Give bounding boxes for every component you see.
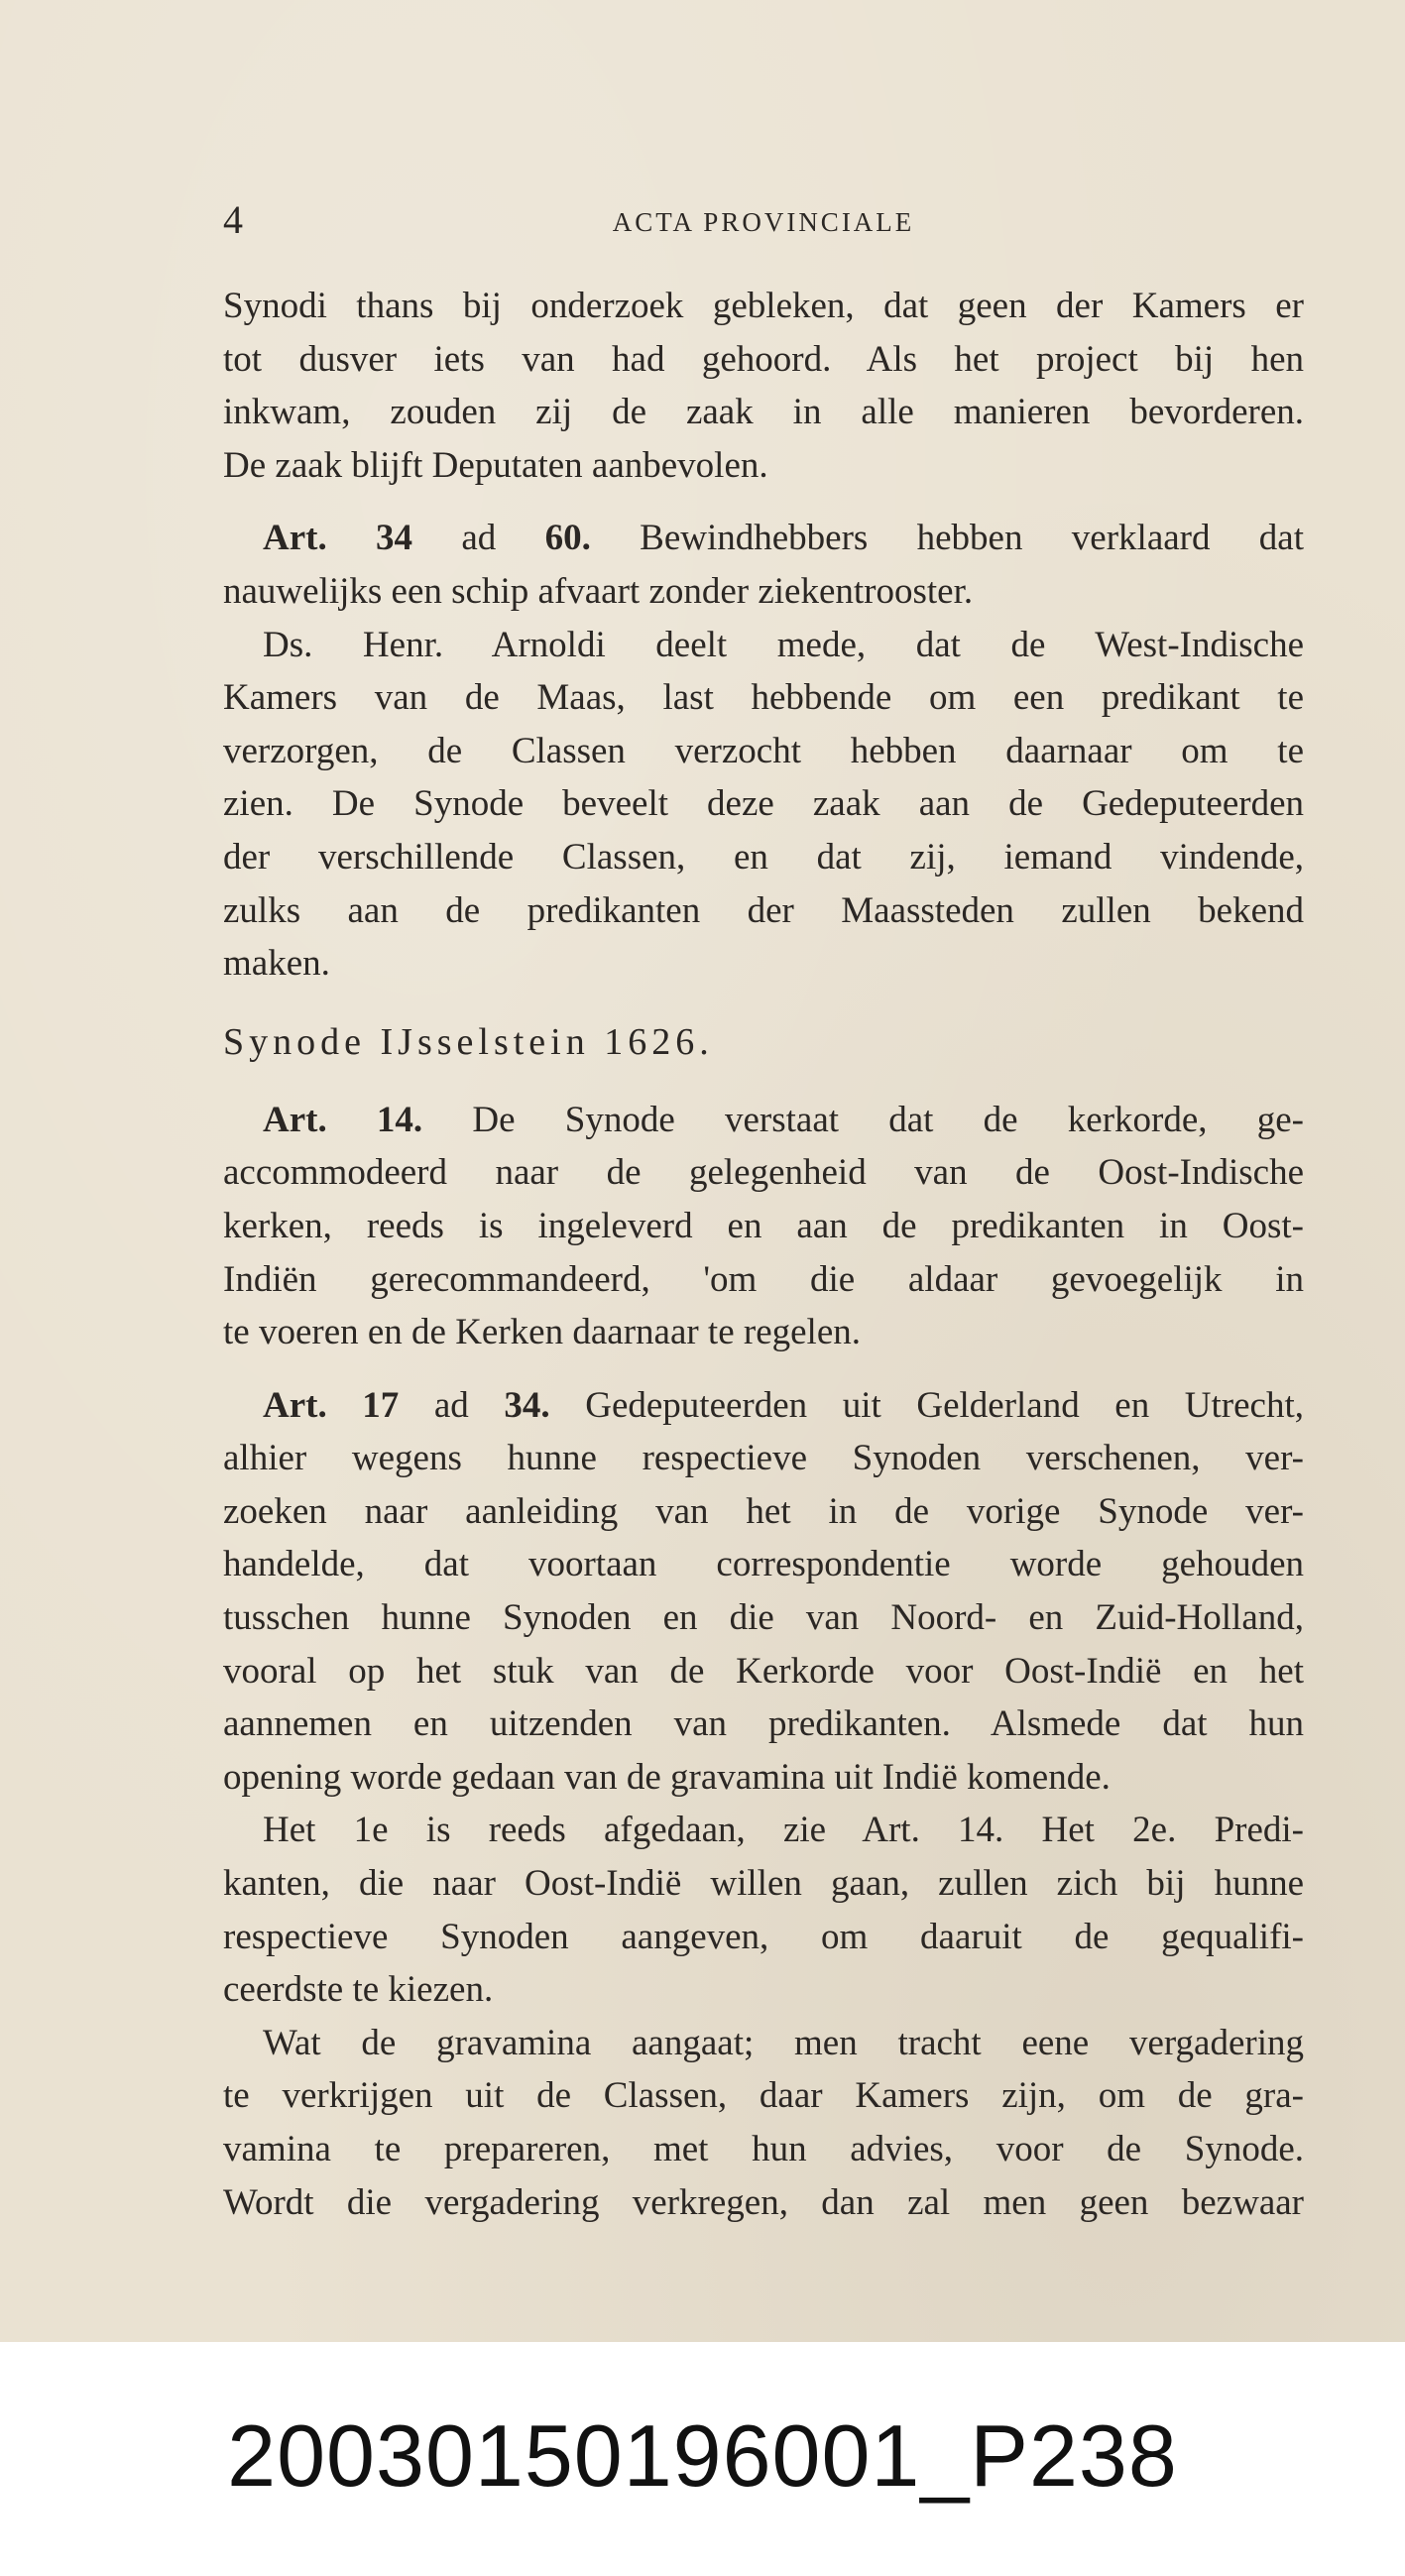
footer-label-area: [0, 2342, 1405, 2576]
text-line: Ds. Henr. Arnoldi deelt mede, dat de West-Indische: [263, 624, 1304, 665]
text-line: respectieve Synoden aangeven, om daaruit de gequalifi-: [223, 1916, 1304, 1957]
text-line: maken.: [223, 943, 330, 985]
text-line: vooral op het stuk van de Kerkorde voor Oost-Indië en het: [223, 1650, 1304, 1692]
page-body: [223, 280, 1304, 2229]
article-ref-ad: ad: [461, 518, 497, 559]
text-line: [223, 1379, 1304, 1433]
page-number: 4: [223, 197, 243, 242]
text-line: opening worde gedaan van de gravamina uit Indië komende.: [223, 1756, 1111, 1798]
text-line: verzorgen, de Classen verzocht hebben daarnaar om te: [223, 730, 1304, 771]
scan-identifier: 20030150196001_P238: [227, 2406, 1178, 2505]
text-line: aannemen en uitzenden van predikanten. Alsmede dat hun: [223, 1703, 1304, 1745]
article-label: Art. 14.: [263, 1099, 423, 1140]
page-header: [223, 196, 1304, 244]
text-line: Kamers van de Maas, last hebbende om een predikant te: [223, 677, 1304, 719]
text-line: zien. De Synode beveelt deze zaak aan de Gedeputeerden: [223, 783, 1304, 825]
article-text: De Synode verstaat dat de kerkorde, ge-: [472, 1099, 1305, 1140]
text-line: tusschen hunne Synoden en die van Noord- en Zuid-Holland,: [223, 1597, 1304, 1639]
article-14: [223, 1094, 1304, 1359]
paragraph-arnoldi: [223, 619, 1304, 991]
article-ref-ad: ad: [433, 1384, 469, 1426]
text-line: nauwelijks een schip afvaart zonder ziekentrooster.: [223, 570, 974, 612]
section-heading: Synode IJsselstein 1626.: [223, 1020, 714, 1063]
article-17: [223, 1379, 1304, 1805]
text-line: Synodi thans bij onderzoek gebleken, dat geen der Kamers er: [223, 286, 1304, 326]
article-text: Gedeputeerden uit Gelderland en Utrecht,: [585, 1384, 1305, 1426]
article-34: [223, 512, 1304, 618]
text-line: Wat de gravamina aangaat; men tracht eene vergadering: [263, 2022, 1304, 2063]
text-line: te verkrijgen uit de Classen, daar Kamers zijn, om de gra-: [223, 2075, 1304, 2117]
running-title: ACTA PROVINCIALE: [612, 207, 915, 237]
text-line: vamina te prepareren, met hun advies, voor de Synode.: [223, 2129, 1304, 2169]
text-line: te voeren en de Kerken daarnaar te regelen.: [223, 1312, 862, 1353]
text-line: tot dusver iets van had gehoord. Als het project bij hen: [223, 338, 1304, 380]
article-label: Art. 17: [263, 1384, 400, 1426]
article-ref-number: 60.: [544, 518, 591, 559]
text-line: alhier wegens hunne respectieve Synoden verschenen, ver-: [223, 1438, 1304, 1479]
text-line: De zaak blijft Deputaten aanbevolen.: [223, 444, 768, 486]
text-line: kanten, die naar Oost-Indië willen gaan, zullen zich bij hunne: [223, 1863, 1304, 1905]
text-line: handelde, dat voortaan correspondentie worde gehouden: [223, 1544, 1304, 1585]
text-line: der verschillende Classen, en dat zij, iemand vindende,: [223, 836, 1304, 878]
text-line: inkwam, zouden zij de zaak in alle manieren bevorderen.: [223, 392, 1304, 433]
paragraph-het: [223, 1804, 1304, 2016]
text-line: Het 1e is reeds afgedaan, zie Art. 14. Het 2e. Predi-: [263, 1810, 1304, 1851]
article-ref-number: 34.: [504, 1384, 550, 1426]
text-line: [223, 512, 1304, 565]
text-line: zoeken naar aanleiding van het in de vorige Synode ver-: [223, 1490, 1304, 1532]
paragraph-synodi: [223, 280, 1304, 492]
text-line: zulks aan de predikanten der Maassteden zullen bekend: [223, 889, 1304, 931]
text-line: [223, 1094, 1304, 1147]
text-line: Wordt die vergadering verkregen, dan zal men geen bezwaar: [223, 2181, 1304, 2223]
text-line: kerken, reeds is ingeleverd en aan de predikanten in Oost-: [223, 1205, 1304, 1246]
paragraph-wat: [223, 2017, 1304, 2229]
text-line: ceerdste te kiezen.: [223, 1969, 494, 2011]
article-label: Art. 34: [263, 518, 413, 559]
article-text: Bewindhebbers hebben verklaard dat: [640, 518, 1304, 559]
text-line: accommodeerd naar de gelegenheid van de Oost-Indische: [223, 1152, 1304, 1194]
text-line: Indiën gerecommandeerd, 'om die aldaar gevoegelijk in: [223, 1258, 1304, 1300]
